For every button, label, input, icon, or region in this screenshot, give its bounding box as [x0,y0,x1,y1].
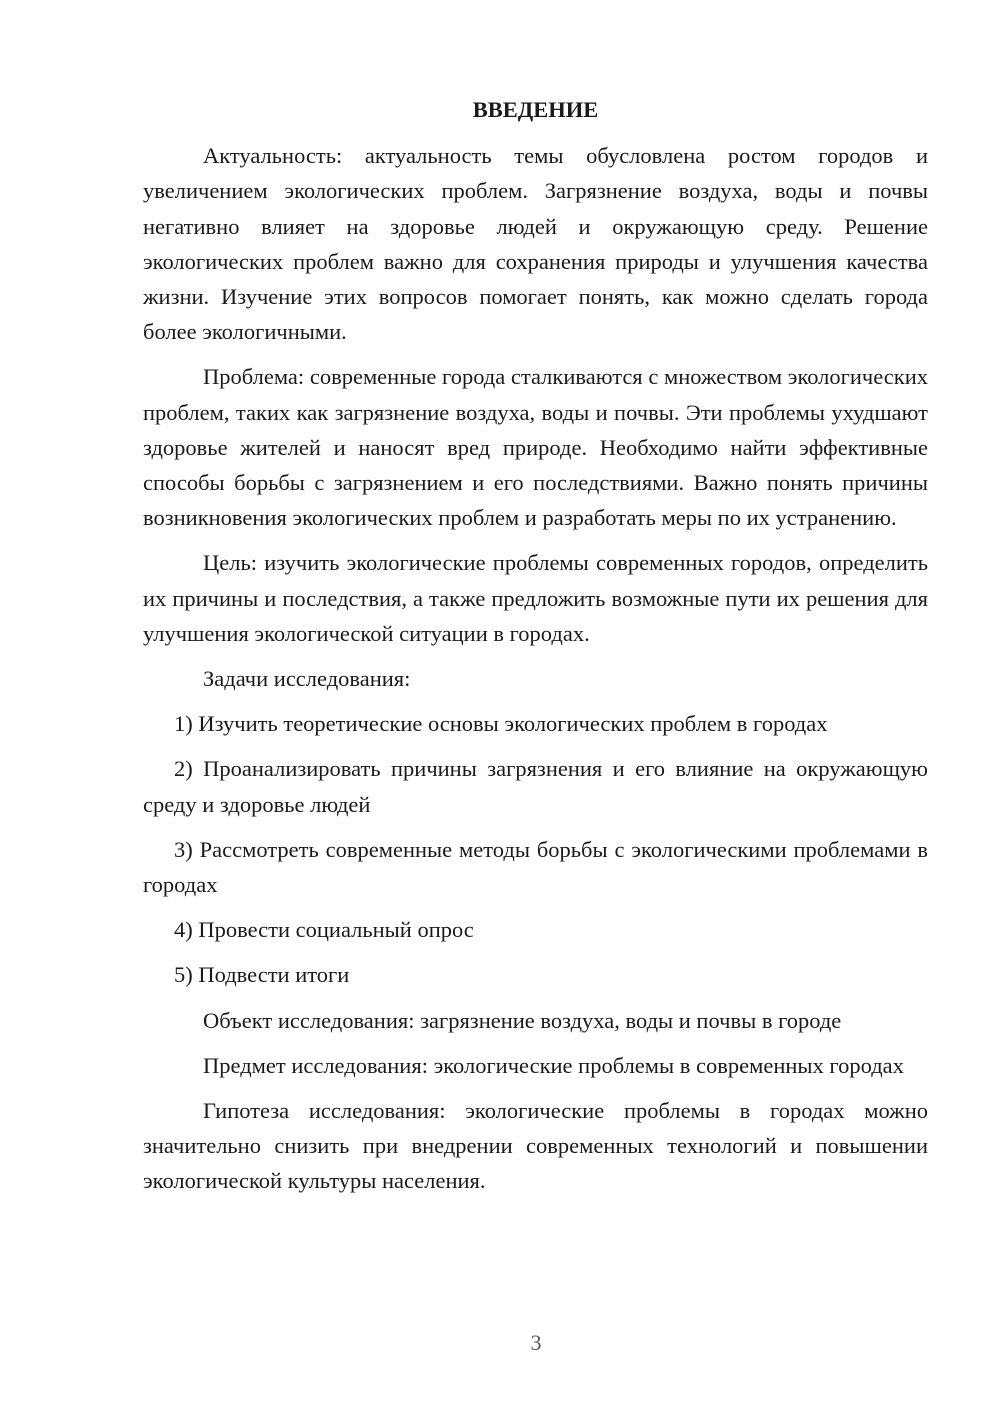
page-number: 3 [530,1330,542,1355]
subject-paragraph: Предмет исследования: экологические проблемы в современных городах [203,1052,904,1078]
task-item-3: 3) Рассмотреть современные методы борьбы с экологическими проблемами в городах [143,836,928,898]
task-item-1: 1) Изучить теоретические основы экологических проблем в городах [174,711,828,737]
task-item-4: 4) Провести социальный опрос [174,917,474,943]
task-item-2: 2) Проанализировать причины загрязнения и его влияние на окружающую среду и здоровье людей [143,756,928,817]
problem-paragraph: Проблема: современные города сталкиваются с множеством экологических проблем, таких как загрязнение воздуха, воды и почвы. Эти проблемы ухудшают здоровье жителей и наносят вред природе. Необходимо найти эффективные способы борьбы с загрязнением и его последствиями. Важно понять причины возникновения экологических проблем и разработать меры по их устранению. [143,364,928,531]
relevance-paragraph: Актуальность: актуальность темы обусловлена ростом городов и увеличением экологических проблем. Загрязнение воздуха, воды и почвы негативно влияет на здоровье людей и окружающую среду. Решение экологических проблем важно для сохранения природы и улучшения качества жизни. Изучение этих вопросов помогает понять, как можно сделать города более экологичными. [143,143,928,345]
document-body [143,92,928,1209]
goal-paragraph: Цель: изучить экологические проблемы современных городов, определить их причины и последствия, а также предложить возможные пути их решения для улучшения экологической ситуации в городах. [143,550,928,646]
object-paragraph: Объект исследования: загрязнение воздуха, воды и почвы в городе [203,1007,842,1033]
task-item-5: 5) Подвести итоги [174,962,350,988]
hypothesis-paragraph: Гипотеза исследования: экологические проблемы в городах можно значительно снизить при внедрении современных технологий и повышении экологической культуры населения. [143,1098,928,1194]
page-title: ВВЕДЕНИЕ [472,97,599,122]
tasks-heading: Задачи исследования: [203,666,411,692]
